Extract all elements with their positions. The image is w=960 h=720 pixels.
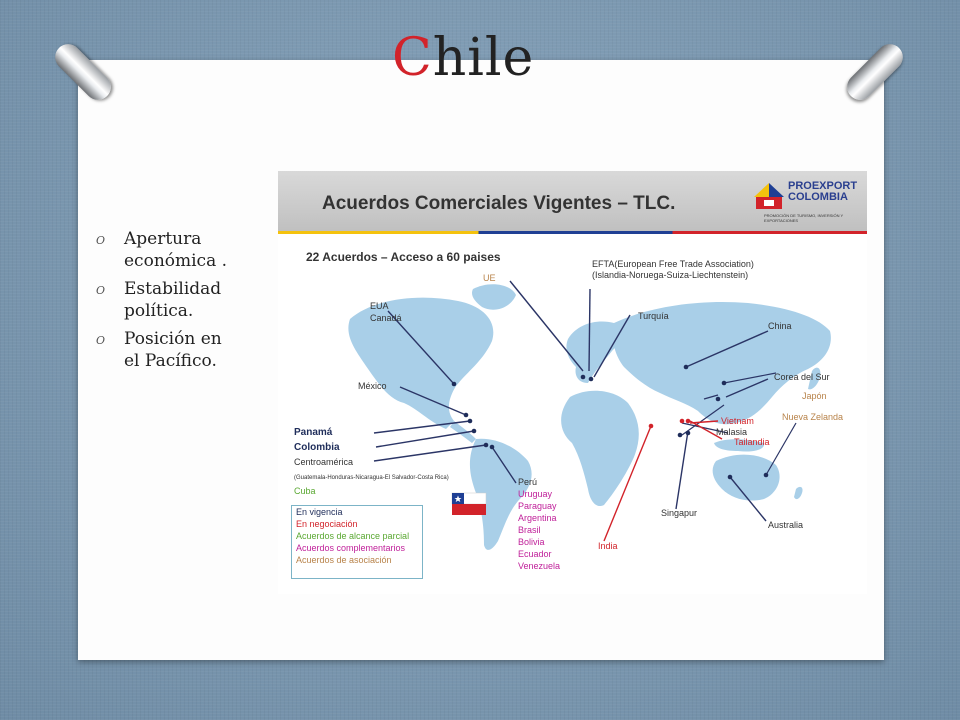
europe-shape — [566, 322, 620, 383]
label-tailandia: Tailandia — [734, 437, 770, 447]
australia-shape — [713, 455, 780, 501]
figure-title: Acuerdos Comerciales Vigentes – TLC. — [322, 193, 676, 214]
label-bolivia: Bolivia — [518, 537, 545, 547]
label-ecuador: Ecuador — [518, 549, 552, 559]
label-india: India — [598, 541, 618, 551]
label-brasil: Brasil — [518, 525, 541, 535]
label-eua: EUA — [370, 301, 389, 311]
label-ue: UE — [483, 273, 496, 283]
label-argentina: Argentina — [518, 513, 557, 523]
logo-line-1: PROEXPORT — [788, 180, 858, 192]
label-canada: Canadá — [370, 313, 402, 323]
label-paraguay: Paraguay — [518, 501, 557, 511]
bullet-item: O Posición en el Pacífico. — [96, 328, 236, 372]
label-panama: Panamá — [294, 427, 333, 438]
label-centroamerica-list: (Guatemala-Honduras-Nicaragua-El Salvador-Costa Rica) — [294, 475, 449, 481]
label-malasia: Malasia — [716, 427, 748, 437]
greenland-shape — [472, 284, 516, 310]
figure-legend — [291, 505, 423, 579]
africa-shape — [561, 391, 639, 506]
legend-item: Acuerdos complementarios — [296, 543, 406, 553]
label-colombia: Colombia — [294, 442, 340, 453]
label-vietnam: Vietnam — [721, 416, 754, 426]
label-singapur: Singapur — [661, 508, 698, 518]
label-peru: Perú — [518, 477, 538, 487]
bullet-list — [96, 228, 236, 378]
label-efta-2: (Islandia-Noruega-Suiza-Liechtenstein) — [592, 270, 749, 280]
legend-item: Acuerdos de alcance parcial — [296, 531, 410, 541]
slide-title — [392, 28, 534, 88]
figure-subtitle: 22 Acuerdos – Acceso a 60 paises — [306, 250, 501, 264]
label-efta-1: EFTA(European Free Trade Association) — [592, 259, 754, 269]
bullet-item: O Estabilidad política. — [96, 278, 236, 322]
label-cuba: Cuba — [294, 486, 316, 496]
label-japon: Japón — [802, 391, 827, 401]
new-zealand-shape — [794, 487, 803, 499]
label-nueva-zelanda: Nueva Zelanda — [782, 412, 844, 422]
logo-line-2: COLOMBIA — [788, 191, 848, 203]
legend-item: Acuerdos de asociación — [296, 555, 392, 565]
logo-tagline: PROMOCIÓN DE TURISMO, INVERSIÓN Y EXPORTACIONES — [764, 213, 844, 223]
legend-item: En negociación — [296, 519, 358, 529]
title-first-letter: C — [392, 28, 433, 88]
title-rest: hile — [432, 28, 535, 88]
trade-agreements-figure — [278, 171, 867, 594]
label-turquia: Turquía — [638, 311, 669, 321]
label-uruguay: Uruguay — [518, 489, 553, 499]
bullet-item: O Apertura económica . — [96, 228, 236, 272]
label-centroamerica: Centroamérica — [294, 457, 354, 467]
label-china: China — [768, 321, 792, 331]
label-venezuela: Venezuela — [518, 561, 561, 571]
label-mexico: México — [358, 381, 387, 391]
label-corea: Corea del Sur — [774, 372, 830, 382]
chile-flag-icon — [452, 493, 486, 515]
legend-item: En vigencia — [296, 507, 343, 517]
label-australia: Australia — [768, 520, 804, 530]
